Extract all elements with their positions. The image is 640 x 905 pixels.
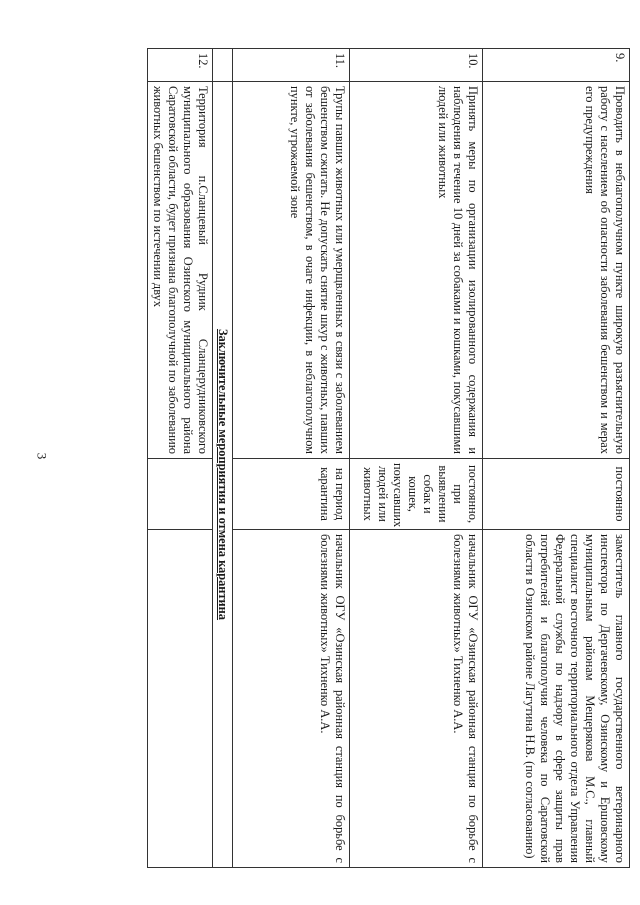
row-number: 9.: [483, 49, 630, 82]
section-row: [213, 49, 233, 868]
row-action: Принять меры по организации изолированного содержания и наблюдения в течение 10 дней за собаками и кошками, покусавшими людей или животных: [350, 82, 483, 459]
table-row: [483, 49, 630, 868]
row-responsible: [148, 530, 213, 868]
measures-table: [147, 48, 630, 868]
row-number: 12.: [148, 49, 213, 82]
row-action: Проводить в неблагополучном пункте широкую разъяснительную работу с населением об опасности заболевания бешенством и мерах его предупреждения: [483, 82, 630, 459]
rotated-table-container: [80, 48, 630, 868]
row-term: постоянно, при выявлении собак и кошек, покусавших людей или животных: [350, 459, 483, 530]
row-term: [148, 459, 213, 530]
row-action: Территория п.Сланцевый Рудник Сланцерудниковского муниципального образования Озинского муниципального района Саратовской области, будет признана благополучной по заболеванию животных бешенством по истечении двух: [148, 82, 213, 459]
table-row: [350, 49, 483, 868]
row-responsible: заместитель главного государственного ветеринарного инспектора по Дергачевскому, Озинскому и Ершовскому муниципальным районам Мещерякова М.С., главный специалист восточного территориального отдела Управления Федеральной службы по надзору в сфере защиты прав потребителей и благополучия человека по Саратовской области в Озинском районе Лагутина Н.В. (по согласованию): [483, 530, 630, 868]
row-responsible: начальник ОГУ «Озинская районная станция по борьбе с болезнями животных» Тихненко А.А.: [350, 530, 483, 868]
page-number: 3: [34, 452, 50, 460]
section-title: Заключительные мероприятия и отмена карантина: [213, 82, 233, 868]
table-row: [148, 49, 213, 868]
row-term: постоянно: [483, 459, 630, 530]
table-row: [233, 49, 350, 868]
section-spacer: [213, 49, 233, 82]
row-number: 10.: [350, 49, 483, 82]
row-action: Трупы павших животных или умерщвленных в связи с заболеванием бешенством сжигать. Не допускать снятие шкур с животных, павших от заболевания бешенством, в очаге инфекции, в неблагополучном пункте, угрожаемой зоне: [233, 82, 350, 459]
row-term: на период карантина: [233, 459, 350, 530]
row-number: 11.: [233, 49, 350, 82]
row-responsible: начальник ОГУ «Озинская районная станция по борьбе с болезнями животных» Тихненко А.А.: [233, 530, 350, 868]
